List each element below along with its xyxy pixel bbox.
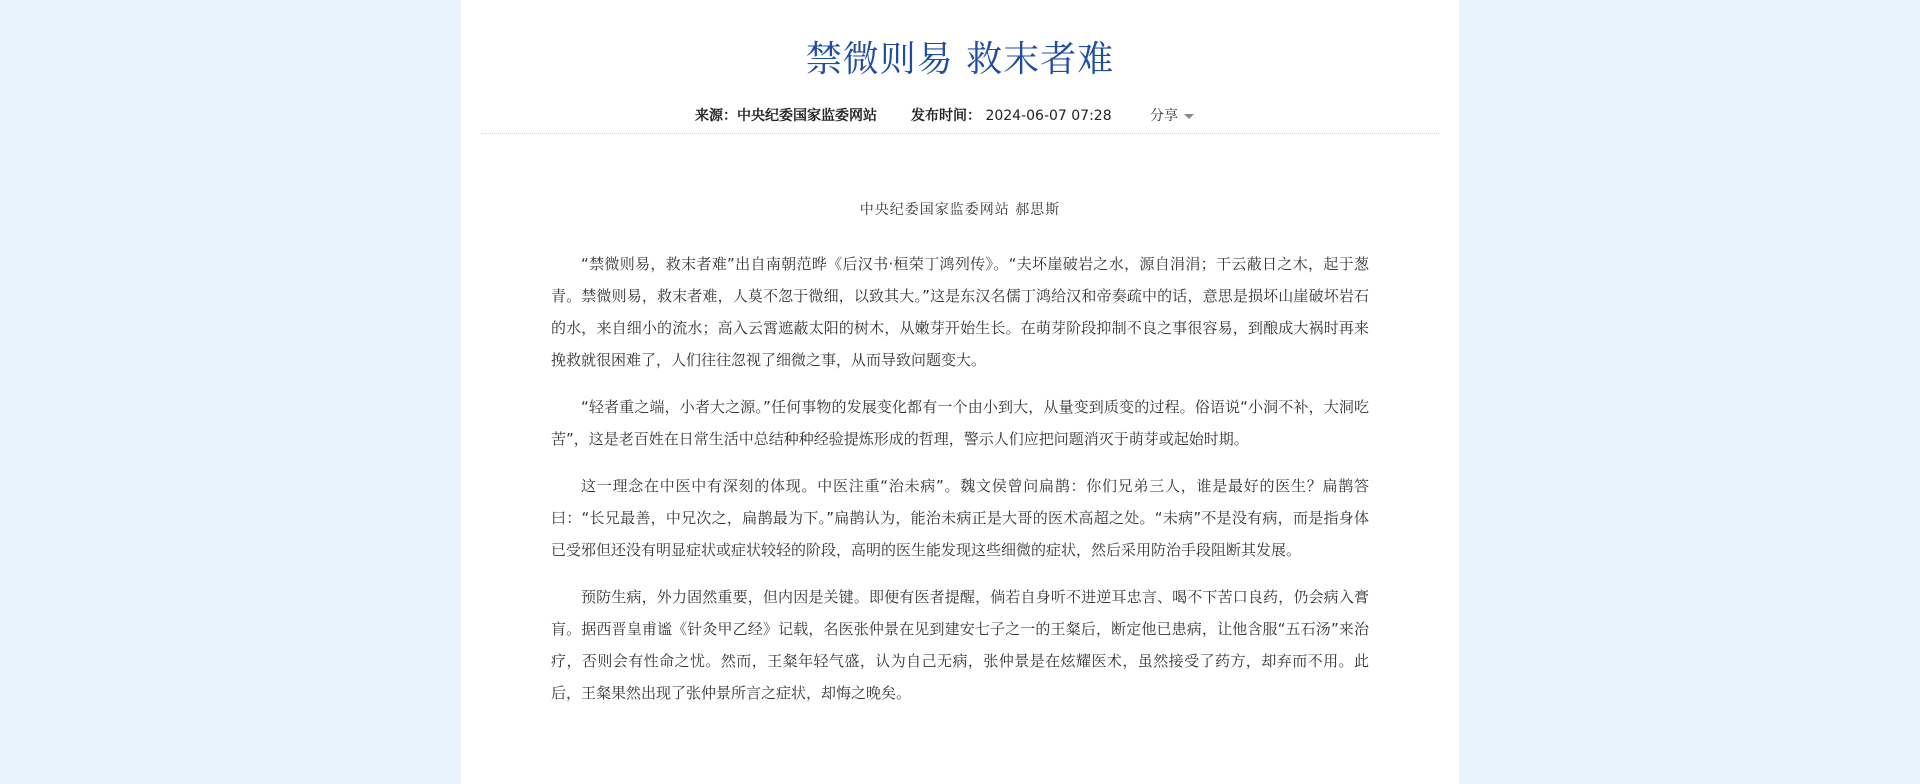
publish-time: [911, 104, 1112, 128]
time-label: 发布时间：: [911, 108, 981, 124]
time-value: 2024-06-07 07:28: [985, 108, 1112, 124]
share-label: 分享: [1150, 108, 1178, 124]
source-info: [695, 104, 877, 128]
article-title: 禁微则易 救末者难: [805, 39, 1115, 80]
source-value: 中央纪委国家监委网站: [737, 108, 877, 124]
paragraph: 这一理念在中医中有深刻的体现。中医注重“治未病”。魏文侯曾问扁鹊：你们兄弟三人，谁是最好的医生？扁鹊答曰：“长兄最善，中兄次之，扁鹊最为下。”扁鹊认为，能治未病正是大哥的医术高超之处。“未病”不是没有病，而是指身体已受邪但还没有明显症状或症状较轻的阶段，高明的医生能发现这些细微的症状，然后采用防治手段阻断其发展。: [551, 477, 1369, 559]
article-page: [461, 0, 1459, 784]
paragraph: 预防生病，外力固然重要，但内因是关键。即便有医者提醒，倘若自身听不进逆耳忠言、喝不下苦口良药，仍会病入膏肓。据西晋皇甫谧《针灸甲乙经》记载，名医张仲景在见到建安七子之一的王粲后，断定他已患病，让他含服“五石汤”来治疗，否则会有性命之忧。然而，王粲年轻气盛，认为自己无病，张仲景是在炫耀医术，虽然接受了药方，却弃而不用。此后，王粲果然出现了张仲景所言之症状，却悔之晚矣。: [551, 588, 1369, 702]
article-body: [551, 248, 1369, 724]
source-label: 来源：: [695, 108, 737, 124]
share-button[interactable]: [1150, 104, 1194, 128]
article-byline: 中央纪委国家监委网站 郝思斯: [859, 202, 1061, 218]
paragraph: “轻者重之端，小者大之源。”任何事物的发展变化都有一个由小到大，从量变到质变的过程。俗语说“小洞不补，大洞吃苦”，这是老百姓在日常生活中总结种种经验提炼形成的哲理，警示人们应把问题消灭于萌芽或起始时期。: [551, 398, 1369, 448]
divider: [481, 133, 1439, 134]
article-meta: [461, 104, 1459, 128]
caret-down-icon: [1184, 114, 1194, 119]
paragraph: “禁微则易，救末者难”出自南朝范晔《后汉书·桓荣丁鸿列传》。“夫坏崖破岩之水，源自涓涓；干云蔽日之木，起于葱青。禁微则易，救末者难，人莫不忽于微细，以致其大。”这是东汉名儒丁鸿给汉和帝奏疏中的话，意思是损坏山崖破坏岩石的水，来自细小的流水；高入云霄遮蔽太阳的树木，从嫩芽开始生长。在萌芽阶段抑制不良之事很容易，到酿成大祸时再来挽救就很困难了，人们往往忽视了细微之事，从而导致问题变大。: [551, 255, 1369, 369]
